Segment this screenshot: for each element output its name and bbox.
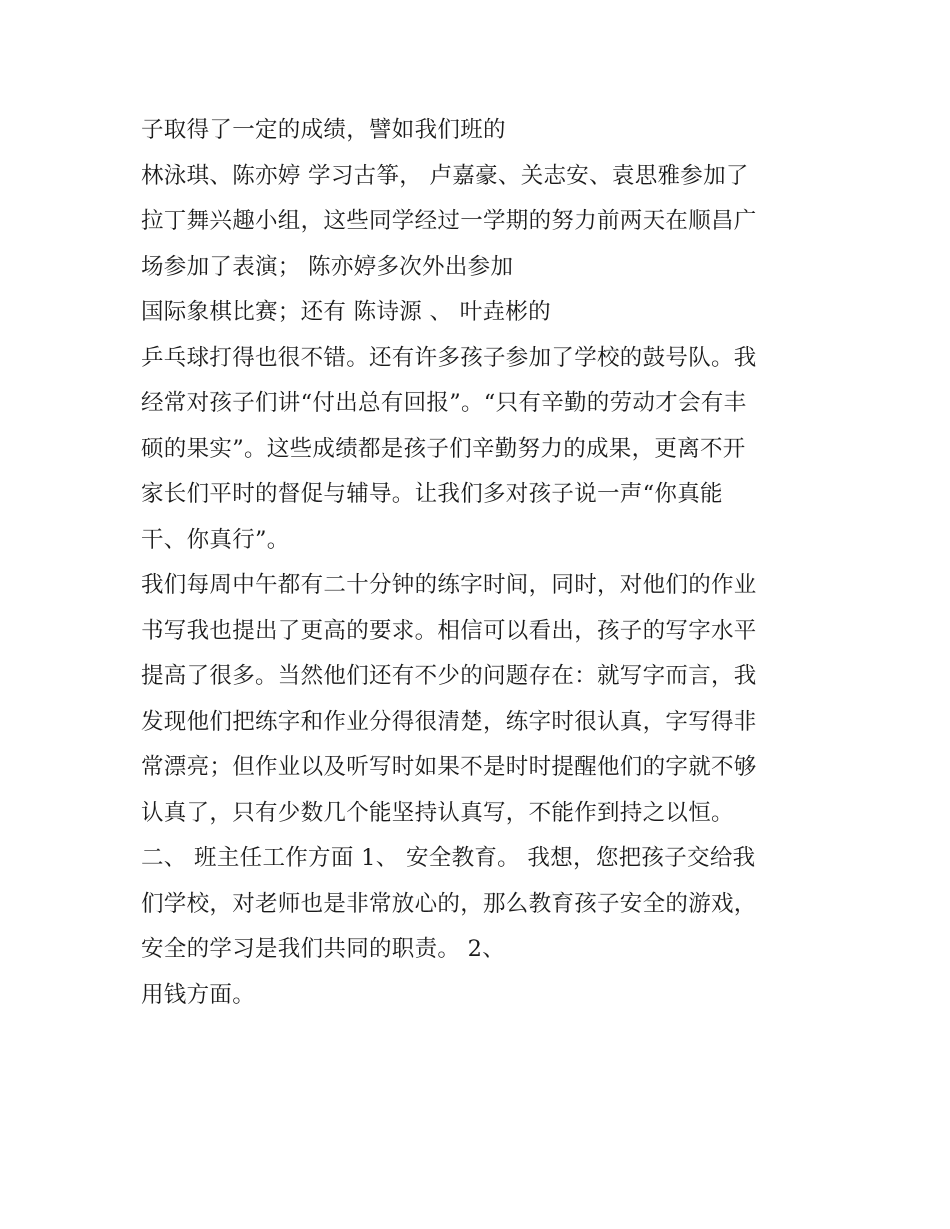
text-line: 乒乓球打得也很不错。还有许多孩子参加了学校的鼓号队。我 <box>141 344 757 371</box>
document-body <box>141 108 821 1018</box>
text-line: 用钱方面。 <box>141 981 256 1008</box>
text-line: 林泳琪、陈亦婷 学习古筝， 卢嘉豪、关志安、袁思雅参加了 <box>141 162 749 189</box>
text-line: 书写我也提出了更高的要求。相信可以看出，孩子的写字水平 <box>141 617 757 644</box>
text-line: 拉丁舞兴趣小组，这些同学经过一学期的努力前两天在顺昌广 <box>141 208 757 234</box>
text-line: 认真了，只有少数几个能坚持认真写，不能作到持之以恒。 <box>141 799 734 826</box>
text-line: 场参加了表演； 陈亦婷多次外出参加 <box>141 253 514 280</box>
text-line: 经常对孩子们讲“付出总有回报”。“只有辛勤的劳动才会有丰 <box>141 390 747 416</box>
text-line: 提高了很多。当然他们还有不少的问题存在：就写字而言，我 <box>141 663 757 689</box>
text-line: 发现他们把练字和作业分得很清楚，练字时很认真，字写得非 <box>141 708 757 735</box>
text-line: 干、你真行”。 <box>141 526 290 553</box>
text-line: 我们每周中午都有二十分钟的练字时间，同时，对他们的作业 <box>141 572 757 598</box>
text-line: 国际象棋比赛；还有 陈诗源 、 叶垚彬的 <box>141 299 551 325</box>
text-line: 安全的学习是我们共同的职责。 2、 <box>141 936 506 962</box>
text-line: 常漂亮；但作业以及听写时如果不是时时提醒他们的字就不够 <box>141 754 757 780</box>
text-line: 子取得了一定的成绩，譬如我们班的 <box>141 117 506 143</box>
text-line: 硕的果实”。这些成绩都是孩子们辛勤努力的成果，更离不开 <box>141 435 746 462</box>
text-line: 家长们平时的督促与辅导。让我们多对孩子说一声“你真能 <box>141 481 723 507</box>
text-line: 们学校，对老师也是非常放心的，那么教育孩子安全的游戏， <box>141 890 757 917</box>
text-line: 二、 班主任工作方面 1、 安全教育。 我想，您把孩子交给我 <box>141 845 756 871</box>
